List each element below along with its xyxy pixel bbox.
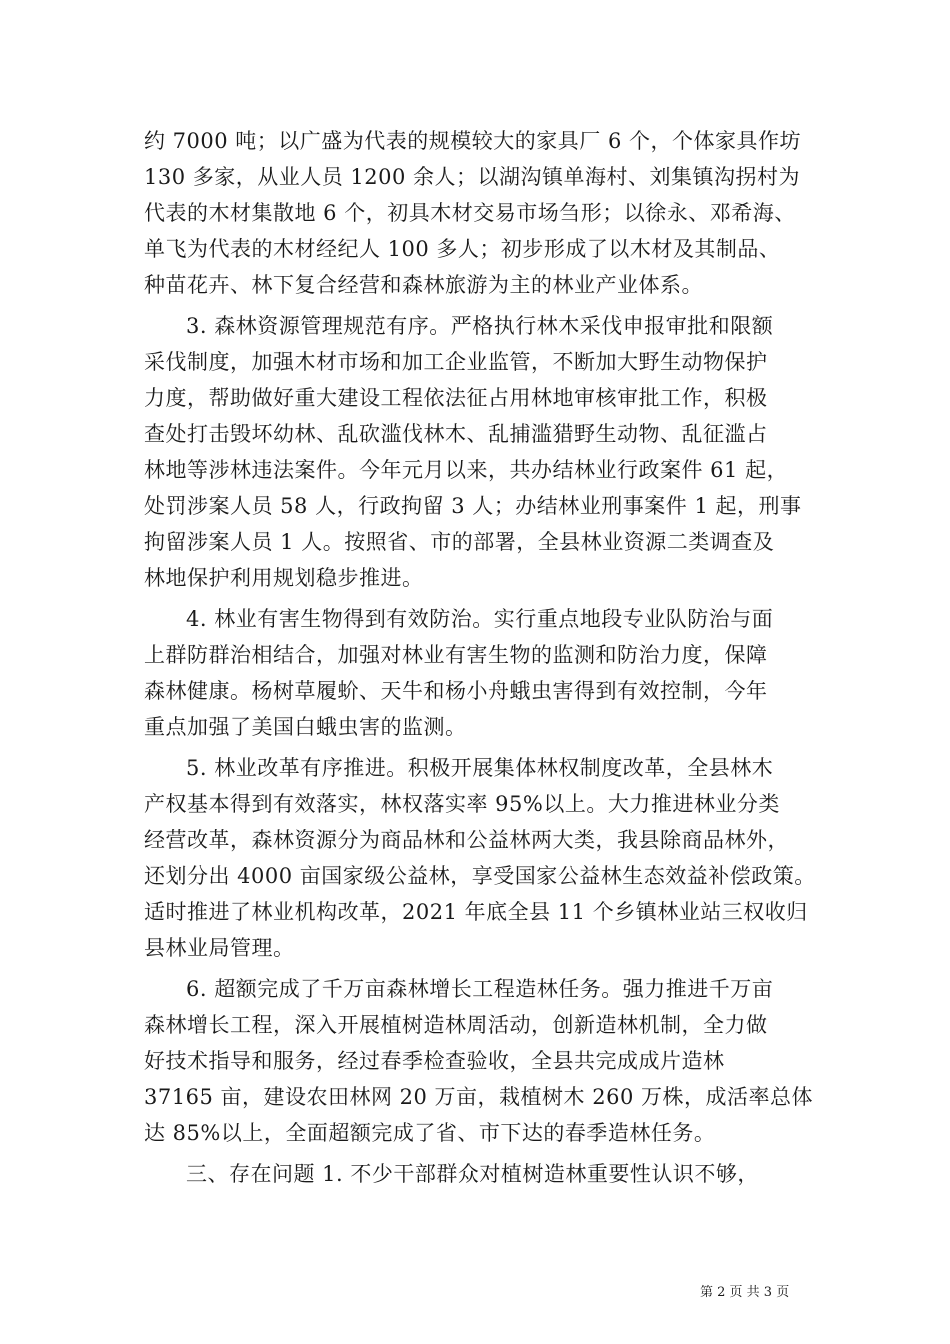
text-line: 拘留涉案人员 1 人。按照省、市的部署，全县林业资源二类调查及	[144, 530, 775, 554]
text-line: 代表的木材集散地 6 个，初具木材交易市场刍形；以徐永、邓希海、	[144, 201, 796, 225]
page-number-footer: 第 2 页 共 3 页	[700, 1285, 790, 1300]
text-line: 上群防群治相结合，加强对林业有害生物的监测和防治力度，保障	[144, 643, 768, 667]
text-line: 县林业局管理。	[144, 936, 295, 960]
text-line: 重点加强了美国白蛾虫害的监测。	[144, 715, 467, 739]
text-line: 达 85%以上，全面超额完成了省、市下达的春季造林任务。	[144, 1121, 716, 1145]
text-line: 森林健康。杨树草履蚧、天牛和杨小舟蛾虫害得到有效控制，今年	[144, 679, 768, 703]
text-line: 经营改革，森林资源分为商品林和公益林两大类，我县除商品林外，	[144, 828, 789, 852]
paragraph-5-heading-line: 5. 林业改革有序推进。积极开展集体林权制度改革，全县林木	[186, 756, 774, 780]
text-line: 130 多家，从业人员 1200 余人；以湖沟镇单海村、刘集镇沟拐村为	[144, 165, 801, 189]
text-line: 单飞为代表的木材经纪人 100 多人；初步形成了以木材及其制品、	[144, 237, 781, 261]
text-line: 还划分出 4000 亩国家级公益林，享受国家公益林生态效益补偿政策。	[144, 864, 816, 888]
text-line: 产权基本得到有效落实，林权落实率 95%以上。大力推进林业分类	[144, 792, 780, 816]
paragraph-3-heading-line: 3. 森林资源管理规范有序。严格执行林木采伐申报审批和限额	[186, 314, 774, 338]
section-3-heading-line: 三、存在问题 1. 不少干部群众对植树造林重要性认识不够，	[186, 1162, 759, 1186]
text-line: 37165 亩，建设农田林网 20 万亩，栽植树木 260 万株，成活率总体	[144, 1085, 813, 1109]
text-line: 适时推进了林业机构改革，2021 年底全县 11 个乡镇林业站三权收归	[144, 900, 808, 924]
text-line: 好技术指导和服务，经过春季检查验收，全县共完成成片造林	[144, 1049, 725, 1073]
text-line: 查处打击毁坏幼林、乱砍滥伐林木、乱捕滥猎野生动物、乱征滥占	[144, 422, 768, 446]
text-line: 林地等涉林违法案件。今年元月以来，共办结林业行政案件 61 起，	[144, 458, 789, 482]
text-line: 处罚涉案人员 58 人，行政拘留 3 人；办结林业刑事案件 1 起，刑事	[144, 494, 802, 518]
text-line: 力度，帮助做好重大建设工程依法征占用林地审核审批工作，积极	[144, 386, 768, 410]
text-line: 种苗花卉、林下复合经营和森林旅游为主的林业产业体系。	[144, 273, 703, 297]
paragraph-4-heading-line: 4. 林业有害生物得到有效防治。实行重点地段专业队防治与面	[186, 607, 774, 631]
paragraph-6-heading-line: 6. 超额完成了千万亩森林增长工程造林任务。强力推进千万亩	[186, 977, 774, 1001]
text-line: 采伐制度，加强木材市场和加工企业监管，不断加大野生动物保护	[144, 350, 768, 374]
text-line: 约 7000 吨；以广盛为代表的规模较大的家具厂 6 个，个体家具作坊	[144, 129, 802, 153]
text-line: 森林增长工程，深入开展植树造林周活动，创新造林机制，全力做	[144, 1013, 768, 1037]
text-line: 林地保护利用规划稳步推进。	[144, 566, 424, 590]
